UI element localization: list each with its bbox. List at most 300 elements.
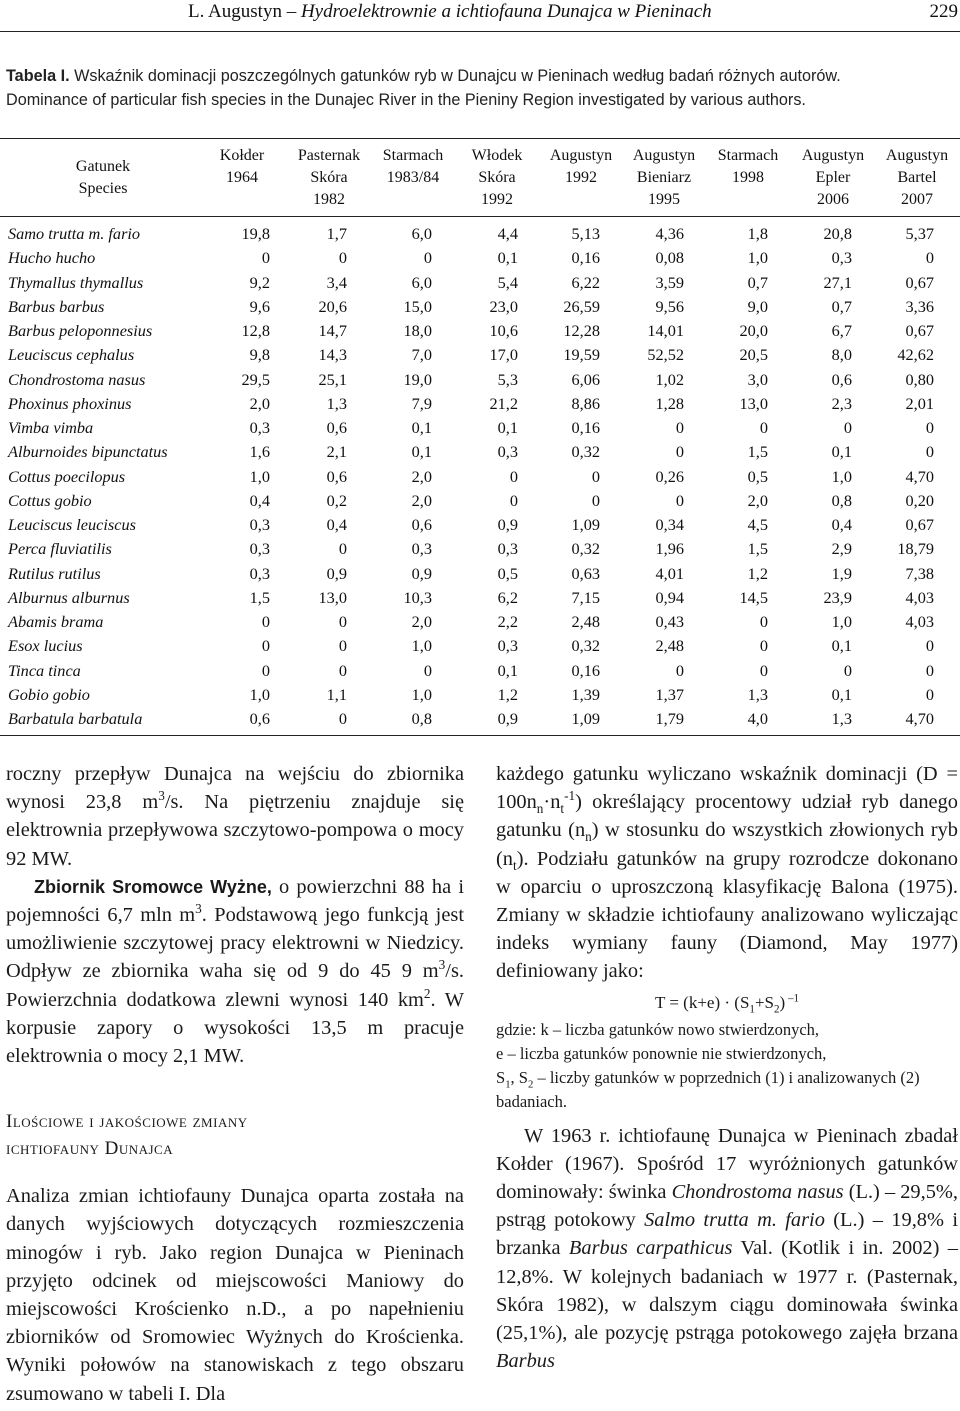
- dominance-value: 0: [675, 660, 684, 680]
- species-name: Gobio gobio: [8, 684, 90, 704]
- dominance-value: 0,1: [497, 660, 518, 680]
- table-row: [0, 271, 960, 295]
- dominance-value: 0: [338, 636, 347, 656]
- dominance-value: 0: [261, 636, 270, 656]
- species-header-en: Species: [78, 180, 128, 197]
- dominance-value: 0,80: [905, 369, 934, 389]
- dominance-value: 0: [338, 248, 347, 268]
- dominance-value: 0,1: [831, 684, 852, 704]
- dominance-value: 20,8: [823, 224, 852, 243]
- dominance-value: 0,08: [655, 248, 684, 268]
- species-name: Thymallus thymallus: [8, 272, 144, 292]
- dominance-value: 0: [675, 490, 684, 510]
- dominance-value: 1,0: [411, 684, 432, 704]
- dominance-value: 1,0: [747, 248, 768, 268]
- dominance-value: 0,3: [249, 563, 270, 583]
- dominance-value: 7,38: [905, 563, 934, 583]
- column-header-line: Epler: [815, 169, 851, 186]
- table-row: [0, 368, 960, 392]
- dominance-value: 0,3: [249, 515, 270, 534]
- dominance-value: 10,3: [403, 587, 432, 607]
- dominance-value: 7,15: [571, 587, 600, 607]
- dominance-value: 2,0: [249, 393, 270, 413]
- dominance-value: 18,0: [403, 321, 432, 340]
- table-row: [0, 659, 960, 683]
- column-header-line: [703, 189, 793, 211]
- species-column-header: [58, 156, 148, 200]
- dominance-value: 20,5: [739, 345, 768, 365]
- dominance-value: 0,2: [326, 490, 347, 510]
- dominance-value: 5,37: [905, 224, 934, 243]
- dominance-value: 0,1: [497, 418, 518, 437]
- table-row: [0, 319, 960, 343]
- dominance-value: 0: [261, 612, 270, 631]
- dominance-value: 2,0: [411, 466, 432, 486]
- dominance-value: 1,3: [831, 709, 852, 728]
- table-header-rule: [0, 216, 960, 217]
- table-row: [0, 295, 960, 319]
- dominance-value: 0: [925, 248, 934, 268]
- dominance-value: 0,3: [497, 539, 518, 559]
- species-name: Abamis brama: [8, 612, 104, 631]
- dominance-value: 0,1: [831, 442, 852, 462]
- dominance-value: 0: [423, 248, 432, 268]
- running-head-author: L. Augustyn –: [188, 1, 301, 22]
- dominance-value: 4,70: [905, 709, 934, 728]
- dominance-value: 1,5: [249, 587, 270, 607]
- caption-polish-text: Wskaźnik dominacji poszczególnych gatunków ryb w Dunajcu w Pieninach według badań różnych autorów.: [69, 67, 841, 85]
- dominance-value: 0,1: [411, 442, 432, 462]
- species-name: Rutilus rutilus: [8, 563, 101, 583]
- dominance-value: 4,01: [655, 563, 684, 583]
- column-header-line: Augustyn: [632, 147, 696, 164]
- dominance-value: 1,5: [747, 442, 768, 462]
- dominance-value: 0: [509, 490, 518, 510]
- dominance-value: 13,0: [739, 393, 768, 413]
- dominance-value: 0,5: [497, 563, 518, 583]
- dominance-value: 0: [591, 490, 600, 510]
- dominance-value: 15,0: [403, 296, 432, 316]
- table-row: [0, 416, 960, 440]
- dominance-value: 9,2: [249, 272, 270, 292]
- dominance-value: 4,03: [905, 587, 934, 607]
- table-row: [0, 246, 960, 270]
- dominance-value: 2,0: [411, 612, 432, 631]
- dominance-value: 0,34: [655, 515, 684, 534]
- species-name: Samo trutta m. fario: [8, 224, 141, 243]
- dominance-value: 10,6: [489, 321, 518, 340]
- dominance-value: 0: [338, 660, 347, 680]
- dominance-value: 0,8: [831, 490, 852, 510]
- column-header-line: [536, 189, 626, 211]
- column-header-line: Starmach: [382, 147, 444, 164]
- definition-k: gdzie: k – liczba gatunków nowo stwierdzonych,: [496, 1019, 820, 1039]
- dominance-value: 26,59: [563, 296, 600, 316]
- dominance-value: 1,1: [326, 684, 347, 704]
- species-name: Alburnus alburnus: [8, 587, 130, 607]
- dominance-value: 19,0: [403, 369, 432, 389]
- dominance-value: 12,8: [241, 321, 270, 340]
- column-header-line: [197, 189, 287, 211]
- running-head-article-title: Hydroelektrownie a ichtiofauna Dunajca w Pieninach: [300, 1, 712, 22]
- dominance-value: 9,0: [747, 296, 768, 316]
- dominance-value: 4,03: [905, 612, 934, 631]
- dominance-value: 0: [759, 636, 768, 656]
- table-body: [0, 222, 960, 731]
- column-header-line: Skóra: [478, 169, 516, 186]
- dominance-value: 1,2: [747, 563, 768, 583]
- species-name: Barbus peloponnesius: [8, 321, 153, 340]
- dominance-value: 0,32: [571, 442, 600, 462]
- table-row: [0, 489, 960, 513]
- dominance-value: 17,0: [489, 345, 518, 365]
- dominance-value: 5,13: [571, 224, 600, 243]
- dominance-value: 1,3: [747, 684, 768, 704]
- dominance-value: 1,3: [326, 393, 347, 413]
- dominance-value: 0,32: [571, 539, 600, 559]
- dominance-value: 0: [591, 466, 600, 486]
- dominance-value: 1,8: [747, 224, 768, 243]
- column-header-line: Pasternak: [297, 147, 361, 164]
- column-header-line: Skóra: [310, 169, 348, 186]
- dominance-value: 2,0: [747, 490, 768, 510]
- formula-definitions: [496, 1018, 958, 1114]
- species-name: Esox lucius: [8, 636, 83, 656]
- dominance-value: 0,8: [411, 709, 432, 728]
- dominance-value: 42,62: [897, 345, 934, 365]
- dominance-value: 0,63: [571, 563, 600, 583]
- dominance-value: 0,6: [831, 369, 852, 389]
- column-header-line: 1964: [226, 169, 258, 186]
- paragraph-history: W 1963 r. ichtiofaunę Dunajca w Pieninach zbadał Kołder (1967). Spośród 17 wyróżnionych gatunków dominowały: świnka Chondrostoma nasus (L.) – 29,5%, pstrąg potokowy Salmo trutta m. fario (L.) – 19,8% i brzanka Barbus carpathicus Val. (Kotlik i in. 2002) – 12,8%. W kolejnych badaniach w 1977 r. (Pasternak, Skóra 1982), w dalszym ciągu dominowała świnka (25,1%), ale pozycję pstrąga potokowego zajęła brzana Barbus: [496, 1124, 958, 1373]
- column-header: [284, 145, 374, 211]
- paragraph-reservoir-flow: roczny przepływ Dunajca na wejściu do zbiornika wynosi 23,8 $m^3/s$. Na piętrzeniu znajduje się elektrownia przepływowa szczytowo-pompowa o mocy 92 MW.: [6, 763, 465, 870]
- table-row: [0, 343, 960, 367]
- dominance-value: 13,0: [318, 587, 347, 607]
- dominance-value: 0: [925, 636, 934, 656]
- dominance-value: 6,2: [497, 587, 518, 607]
- dominance-value: 19,59: [563, 345, 600, 365]
- species-header-pl: Gatunek: [75, 158, 131, 175]
- column-header: [703, 145, 793, 211]
- paragraph-dominance-index: każdego gatunku wyliczano wskaźnik dominacji $(D = 100n_n\cdot n_t^{-1})$ określający procentowy udział ryb danego gatunku $(n_n)$ w stosunku do wszystkich złowionych ryb $(n_t)$. Podziału gatunków na grupy rozrodcze dokonano w oparciu o uproszczoną klasyfikację Balona (1975). Zmiany w składzie ichtiofauny analizowano wyliczając indeks wymiany fauny (Diamond, May 1977) definiowany jako:: [496, 763, 958, 983]
- dominance-value: 0,3: [831, 248, 852, 268]
- dominance-value: 1,0: [831, 466, 852, 486]
- dominance-value: 0: [759, 612, 768, 631]
- dominance-value: 9,56: [655, 296, 684, 316]
- dominance-value: 0: [338, 612, 347, 631]
- dominance-value: 1,09: [571, 709, 600, 728]
- table-header: [0, 143, 960, 215]
- dominance-value: 0: [261, 660, 270, 680]
- table-row: [0, 707, 960, 731]
- reservoir-name: Zbiornik Sromowce Wyżne,: [34, 876, 272, 897]
- dominance-value: 2,48: [571, 612, 600, 631]
- column-header-line: Augustyn: [885, 147, 949, 164]
- dominance-value: 0,1: [497, 248, 518, 268]
- dominance-value: 1,9: [831, 563, 852, 583]
- paragraph-analysis: Analiza zmian ichtiofauny Dunajca oparta została na danych wyjściowych dotyczących rozmieszczenia minogów i ryb. Jako region Dunajca w Pieninach przyjęto odcinek od miejscowości Maniowy do miejscowości Krościenko n.D., a po napełnieniu zbiorników od Sromowiec Wyżnych do Krościenka. Wyniki połowów na stanowiskach z tego obszaru zsumowano w tabeli I. Dla: [6, 1185, 464, 1405]
- dominance-value: 1,09: [571, 515, 600, 534]
- dominance-value: 4,4: [497, 224, 518, 243]
- dominance-value: 0,9: [497, 515, 518, 534]
- dominance-value: 0,67: [905, 272, 934, 292]
- column-header: [452, 145, 542, 211]
- dominance-value: 12,28: [563, 321, 600, 340]
- dominance-value: 0: [925, 418, 934, 437]
- species-name: Hucho hucho: [8, 248, 96, 268]
- dominance-value: 0,67: [905, 515, 934, 534]
- dominance-value: 4,0: [747, 709, 768, 728]
- dominance-value: 0,16: [571, 660, 600, 680]
- dominance-value: 29,5: [241, 369, 270, 389]
- dominance-value: 23,0: [489, 296, 518, 316]
- dominance-value: 0: [925, 660, 934, 680]
- dominance-value: 1,96: [655, 539, 684, 559]
- page-number: 229: [929, 1, 958, 22]
- dominance-value: 0,4: [831, 515, 852, 534]
- dominance-value: 0,26: [655, 466, 684, 486]
- column-header: [197, 145, 287, 211]
- column-header-line: 1992: [481, 191, 513, 208]
- dominance-value: 3,59: [655, 272, 684, 292]
- species-name: Tinca tinca: [8, 660, 81, 680]
- table-bottom-rule: [0, 735, 960, 736]
- dominance-value: 1,39: [571, 684, 600, 704]
- table-row: [0, 683, 960, 707]
- dominance-value: 0: [338, 709, 347, 728]
- dominance-value: 0,6: [326, 418, 347, 437]
- dominance-value: 0: [675, 418, 684, 437]
- dominance-value: 14,01: [647, 321, 684, 340]
- species-name: Cottus gobio: [8, 490, 92, 510]
- dominance-value: 0,4: [326, 515, 347, 534]
- dominance-value: 0,9: [497, 709, 518, 728]
- dominance-value: 0,32: [571, 636, 600, 656]
- table-row: [0, 465, 960, 489]
- dominance-value: 0,43: [655, 612, 684, 631]
- right-text-column: [496, 760, 958, 1375]
- dominance-value: 8,86: [571, 393, 600, 413]
- dominance-value: 1,0: [249, 684, 270, 704]
- dominance-value: 0: [843, 660, 852, 680]
- column-header-line: 1995: [648, 191, 680, 208]
- dominance-value: 4,70: [905, 466, 934, 486]
- column-header: [619, 145, 709, 211]
- dominance-value: 2,3: [831, 393, 852, 413]
- column-header-line: 1992: [565, 169, 597, 186]
- species-name: Barbatula barbatula: [8, 709, 143, 728]
- dominance-value: 2,01: [905, 393, 934, 413]
- dominance-value: 0: [759, 660, 768, 680]
- dominance-value: 4,36: [655, 224, 684, 243]
- running-head: [0, 0, 960, 30]
- column-header: [536, 145, 626, 211]
- column-header-line: Starmach: [717, 147, 779, 164]
- column-header-line: Augustyn: [549, 147, 613, 164]
- species-name: Vimba vimba: [8, 418, 94, 437]
- dominance-value: 0: [925, 442, 934, 462]
- table-caption: [6, 64, 956, 112]
- dominance-value: 0,67: [905, 321, 934, 340]
- dominance-value: 0: [675, 442, 684, 462]
- column-header-line: [368, 189, 458, 211]
- dominance-value: 0,6: [326, 466, 347, 486]
- dominance-value: 5,4: [497, 272, 518, 292]
- dominance-value: 18,79: [897, 539, 934, 559]
- dominance-value: 1,79: [655, 709, 684, 728]
- dominance-value: 0,5: [747, 466, 768, 486]
- dominance-value: 5,3: [497, 369, 518, 389]
- table-top-rule: [0, 138, 960, 139]
- dominance-value: 52,52: [647, 345, 684, 365]
- dominance-value: 0,7: [747, 272, 768, 292]
- species-name: Phoxinus phoxinus: [8, 393, 132, 413]
- column-header-line: 1983/84: [386, 169, 440, 186]
- left-text-column: [6, 760, 464, 1408]
- dominance-value: 0,3: [249, 418, 270, 437]
- dominance-value: 14,3: [318, 345, 347, 365]
- dominance-value: 0,9: [411, 563, 432, 583]
- column-header-line: 1982: [313, 191, 345, 208]
- dominance-value: 2,0: [411, 490, 432, 510]
- dominance-value: 8,0: [831, 345, 852, 365]
- dominance-value: 2,1: [326, 442, 347, 462]
- turnover-formula: $T = (k+e) \cdot (S_1+S_2)$ $^{-1}$: [655, 991, 799, 1016]
- dominance-value: 1,37: [655, 684, 684, 704]
- dominance-value: 20,0: [739, 321, 768, 340]
- dominance-value: 14,5: [739, 587, 768, 607]
- dominance-value: 6,7: [831, 321, 852, 340]
- dominance-value: 20,6: [318, 296, 347, 316]
- dominance-value: 0,3: [249, 539, 270, 559]
- column-header: [788, 145, 878, 211]
- dominance-value: 0,4: [249, 490, 270, 510]
- dominance-value: 0,1: [411, 418, 432, 437]
- column-header-line: Kołder: [219, 147, 265, 164]
- table-row: [0, 586, 960, 610]
- dominance-value: 2,9: [831, 539, 852, 559]
- column-header-line: Bartel: [897, 169, 937, 186]
- dominance-value: 1,02: [655, 369, 684, 389]
- caption-label: Tabela I.: [6, 67, 70, 85]
- dominance-value: 7,9: [411, 393, 432, 413]
- table-row: [0, 440, 960, 464]
- dominance-value: 6,0: [411, 272, 432, 292]
- column-header-line: 2006: [817, 191, 849, 208]
- column-header: [872, 145, 960, 211]
- species-name: Perca fluviatilis: [8, 539, 112, 559]
- dominance-value: 1,6: [249, 442, 270, 462]
- table-row: [0, 562, 960, 586]
- section-heading: Ilościowe i jakościowe zmiany ichtiofauny Dunajca: [6, 1111, 248, 1160]
- column-header-line: Włodek: [471, 147, 523, 164]
- table-row: [0, 222, 960, 246]
- dominance-value: 0,3: [497, 442, 518, 462]
- column-header-line: 1998: [732, 169, 764, 186]
- dominance-value: 4,5: [747, 515, 768, 534]
- table-row: [0, 513, 960, 537]
- dominance-value: 0,1: [831, 636, 852, 656]
- dominance-value: 0: [338, 539, 347, 559]
- dominance-value: 0: [843, 418, 852, 437]
- dominance-value: 1,28: [655, 393, 684, 413]
- dominance-value: 27,1: [823, 272, 852, 292]
- dominance-value: 0,3: [497, 636, 518, 656]
- dominance-value: 2,48: [655, 636, 684, 656]
- dominance-value: 1,0: [831, 612, 852, 631]
- column-header-line: Bieniarz: [636, 169, 692, 186]
- species-name: Leuciscus leuciscus: [8, 515, 136, 534]
- dominance-value: 2,2: [497, 612, 518, 631]
- dominance-value: 19,8: [241, 224, 270, 243]
- table-row: [0, 537, 960, 561]
- dominance-value: 0,7: [831, 296, 852, 316]
- dominance-value: 14,7: [318, 321, 347, 340]
- table-row: [0, 610, 960, 634]
- dominance-value: 0,6: [411, 515, 432, 534]
- dominance-value: 0,6: [249, 709, 270, 728]
- dominance-value: 1,5: [747, 539, 768, 559]
- dominance-value: 23,9: [823, 587, 852, 607]
- table-row: [0, 634, 960, 658]
- species-name: Barbus barbus: [8, 296, 105, 316]
- dominance-value: 0,94: [655, 587, 684, 607]
- header-rule: [0, 31, 960, 32]
- column-header-line: Augustyn: [801, 147, 865, 164]
- dominance-value: 0,16: [571, 418, 600, 437]
- dominance-value: 9,6: [249, 296, 270, 316]
- dominance-value: 1,7: [326, 224, 347, 243]
- paragraph-sromowce: Zbiornik Sromowce Wyżne, o powierzchni 88 ha i pojemności 6,7 mln $m^3$. Podstawową jego funkcją jest umożliwienie szczytowej pracy elektrowni w Niedzicy. Odpływ ze zbiornika waha się od 9 do 45 9 $m^3/s$. Powierzchnia dodatkowa zlewni wynosi 140 $km^2$. W korpusie zapory o wysokości 13,5 m pracuje elektrownia o mocy 2,1 MW.: [6, 875, 464, 1068]
- species-name: Cottus poecilopus: [8, 466, 126, 486]
- dominance-value: 0,9: [326, 563, 347, 583]
- column-header-line: 2007: [901, 191, 933, 208]
- dominance-value: 0,16: [571, 248, 600, 268]
- dominance-value: 1,2: [497, 684, 518, 704]
- species-name: Chondrostoma nasus: [8, 369, 146, 389]
- dominance-value: 0: [925, 684, 934, 704]
- dominance-value: 7,0: [411, 345, 432, 365]
- dominance-value: 0,20: [905, 490, 934, 510]
- dominance-value: 6,0: [411, 224, 432, 243]
- dominance-value: 6,06: [571, 369, 600, 389]
- running-head-title: [188, 0, 712, 24]
- dominance-value: 25,1: [318, 369, 347, 389]
- dominance-value: 0,3: [411, 539, 432, 559]
- caption-polish: [6, 64, 956, 88]
- dominance-value: 3,36: [905, 296, 934, 316]
- column-header: [368, 145, 458, 211]
- dominance-value: 0: [423, 660, 432, 680]
- species-name: Leuciscus cephalus: [8, 345, 135, 365]
- dominance-value: 0: [509, 466, 518, 486]
- dominance-value: 21,2: [489, 393, 518, 413]
- dominance-value: 9,8: [249, 345, 270, 365]
- dominance-value: 1,0: [249, 466, 270, 486]
- definition-e: e – liczba gatunków ponownie nie stwierdzonych,: [496, 1043, 827, 1063]
- caption-english: Dominance of particular fish species in the Dunajec River in the Pieniny Region investigated by various authors.: [6, 91, 806, 109]
- dominance-value: 0: [261, 248, 270, 268]
- definition-s: $S_1$, $S_2$ – liczby gatunków w poprzednich (1) i analizowanych (2) badaniach.: [496, 1067, 920, 1111]
- table-row: [0, 392, 960, 416]
- dominance-value: 0: [759, 418, 768, 437]
- dominance-value: 3,0: [747, 369, 768, 389]
- species-name: Alburnoides bipunctatus: [8, 442, 168, 462]
- dominance-value: 6,22: [571, 272, 600, 292]
- dominance-value: 1,0: [411, 636, 432, 656]
- dominance-value: 3,4: [326, 272, 347, 292]
